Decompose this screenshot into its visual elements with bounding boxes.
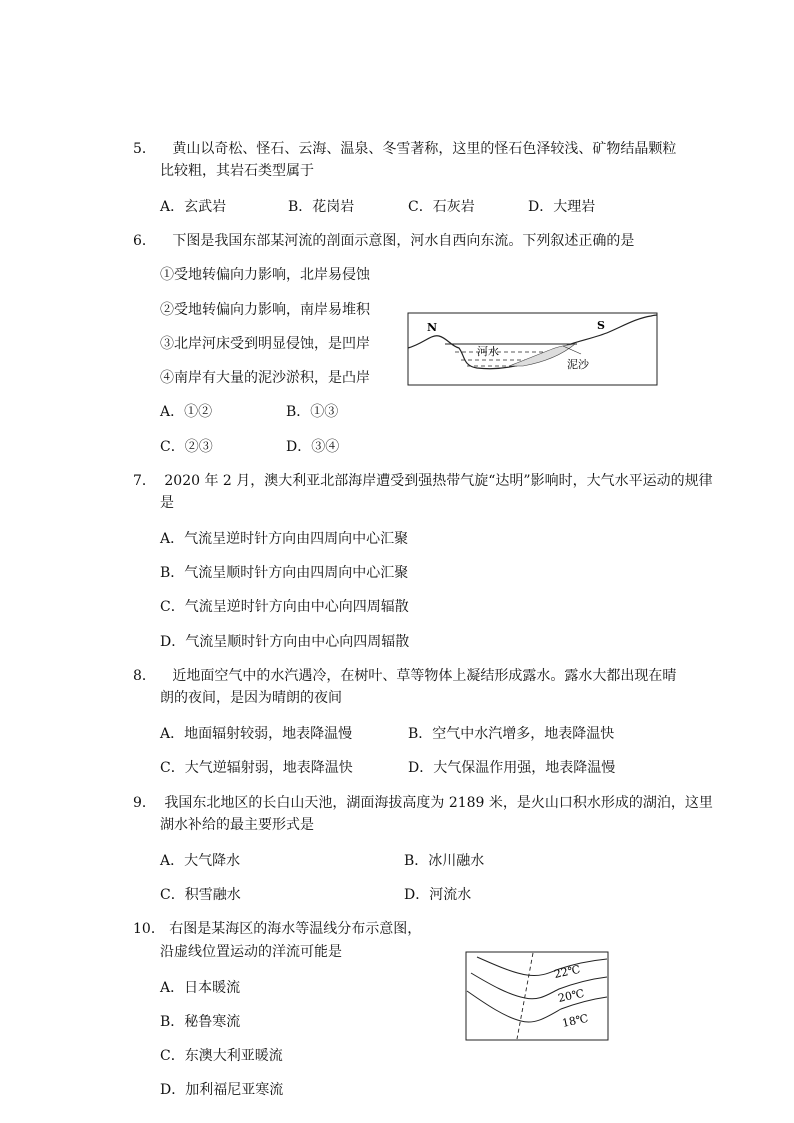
label-20c: 20℃ — [556, 986, 586, 1005]
q8-stem-line-1: 8． 近地面空气中的水汽遇冷，在树叶、草等物体上凝结形成露水。露水大都出现在晴 — [133, 668, 677, 684]
q6-statement-1: ①受地转偏向力影响，北岸易侵蚀 — [160, 267, 370, 283]
south-label: S — [597, 319, 605, 332]
q6-statement-2: ②受地转偏向力影响，南岸易堆积 — [160, 302, 370, 318]
river-cross-section-figure — [405, 310, 660, 388]
q10-option-b[interactable]: B．秘鲁寒流 — [160, 1014, 241, 1030]
q7-number: 7． — [133, 473, 156, 489]
q9-option-b[interactable]: B．冰川融水 — [404, 853, 485, 869]
q8-option-b[interactable]: B．空气中水汽增多，地表降温快 — [408, 726, 615, 742]
q8-number: 8． — [133, 668, 156, 684]
q9-stem-line-2: 湖水补给的最主要形式是 — [160, 817, 314, 833]
q5-number: 5． — [133, 141, 156, 157]
q7-stem-line-1: 7． 2020 年 2 月，澳大利亚北部海岸遭受到强热带气旋“达明”影响时，大气水平运动的规律 — [133, 473, 713, 489]
label-18c: 18℃ — [560, 1011, 590, 1030]
label-22c: 22℃ — [552, 962, 582, 981]
q6-stem: 6． 下图是我国东部某河流的剖面示意图，河水自西向东流。下列叙述正确的是 — [133, 233, 635, 249]
q5-option-b[interactable]: B．花岗岩 — [288, 199, 355, 215]
sand-label: 泥沙 — [567, 358, 589, 371]
q9-stem-line-1: 9． 我国东北地区的长白山天池，湖面海拔高度为 2189 米，是火山口积水形成的湖泊，这里 — [133, 795, 713, 811]
q5-option-d[interactable]: D．大理岩 — [528, 199, 596, 215]
q6-option-b[interactable]: B．①③ — [286, 404, 339, 420]
q5-stem-line-2: 比较粗，其岩石类型属于 — [160, 163, 314, 179]
q6-option-a[interactable]: A．①② — [160, 404, 213, 420]
current-path-dashed-line — [517, 953, 533, 1039]
q7-option-d[interactable]: D．气流呈顺时针方向由中心向四周辐散 — [160, 634, 410, 650]
q6-statement-4: ④南岸有大量的泥沙淤积，是凸岸 — [160, 370, 370, 386]
q8-stem-line-2: 朗的夜间，是因为晴朗的夜间 — [160, 690, 342, 706]
q6-option-c[interactable]: C．②③ — [160, 439, 213, 455]
q7-stem-line-2: 是 — [160, 495, 174, 511]
q9-option-a[interactable]: A．大气降水 — [160, 853, 241, 869]
q10-option-d[interactable]: D．加利福尼亚寒流 — [160, 1082, 284, 1098]
q9-option-d[interactable]: D．河流水 — [404, 887, 472, 903]
q10-number: 10． — [133, 921, 165, 937]
q8-option-a[interactable]: A．地面辐射较弱，地表降温慢 — [160, 726, 353, 742]
q9-option-c[interactable]: C．积雪融水 — [160, 887, 241, 903]
q10-option-a[interactable]: A．日本暖流 — [160, 980, 241, 996]
q8-option-d[interactable]: D．大气保温作用强，地表降温慢 — [408, 760, 616, 776]
sand-deposit — [509, 344, 575, 366]
q6-number: 6． — [133, 233, 156, 249]
north-label: N — [427, 321, 438, 334]
q10-stem-line-2: 沿虚线位置运动的洋流可能是 — [160, 944, 342, 960]
q7-option-b[interactable]: B．气流呈顺时针方向由四周向中心汇聚 — [160, 565, 409, 581]
q8-option-c[interactable]: C．大气逆辐射弱，地表降温快 — [160, 760, 353, 776]
q10-stem-line-1: 10． 右图是某海区的海水等温线分布示意图， — [133, 921, 422, 937]
water-label: 河水 — [477, 345, 499, 358]
isotherm-figure — [465, 951, 609, 1041]
q7-option-c[interactable]: C．气流呈逆时针方向由中心向四周辐散 — [160, 599, 409, 615]
q6-option-d[interactable]: D．③④ — [286, 439, 340, 455]
q5-option-c[interactable]: C．石灰岩 — [408, 199, 475, 215]
isotherm-22 — [477, 957, 607, 976]
isotherm-20 — [471, 973, 607, 999]
q5-option-a[interactable]: A．玄武岩 — [160, 199, 227, 215]
q9-number: 9． — [133, 795, 156, 811]
q7-option-a[interactable]: A．气流呈逆时针方向由四周向中心汇聚 — [160, 531, 409, 547]
q10-option-c[interactable]: C．东澳大利亚暖流 — [160, 1048, 283, 1064]
q6-statement-3: ③北岸河床受到明显侵蚀，是凹岸 — [160, 336, 370, 352]
q5-stem-line-1: 5． 黄山以奇松、怪石、云海、温泉、冬雪著称，这里的怪石色泽较浅、矿物结晶颗粒 — [133, 141, 677, 157]
